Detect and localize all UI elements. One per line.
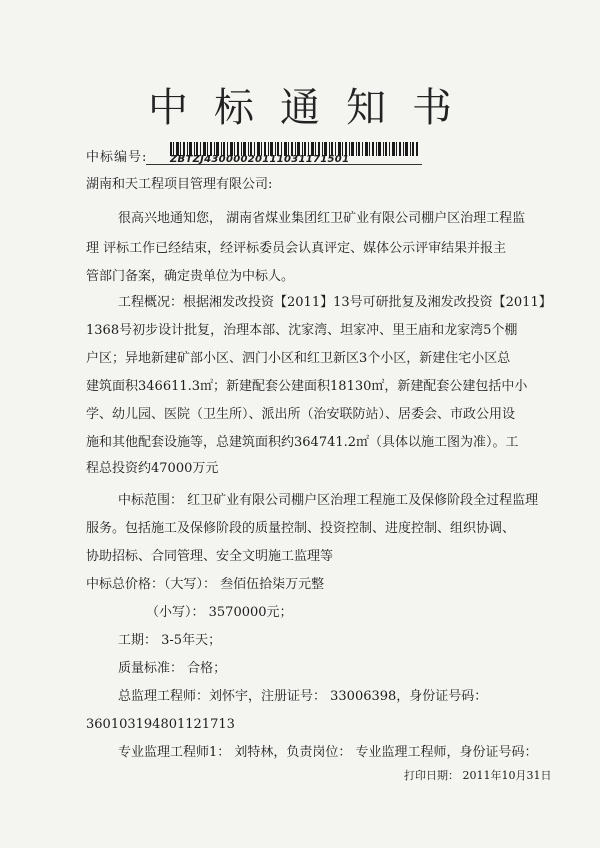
overview-line-2: 1368号初步设计批复，治理本部、沈家湾、坦家冲、里王庙和龙家湾5个棚 (86, 323, 518, 338)
bid-number-label: 中标编号: (86, 150, 148, 165)
chief-supervisor: 总监理工程师：刘怀宇，注册证号： 33006398，身份证号码： (118, 689, 488, 704)
overview-line-7: 程总投资约47000万元 (86, 461, 219, 476)
overview-line-4: 建筑面积346611.3㎡；新建配套公建面积18130㎡，新建配套公建包括中小 (86, 379, 528, 394)
document-title: 中标通知书 (148, 85, 478, 131)
overview-line-6: 施和其他配套设施等，总建筑面积约364741.2㎡（具体以施工图为准）。工 (86, 435, 519, 450)
paragraph1-line-1: 很高兴地通知您， 湖南省煤业集团红卫矿业有限公司棚户区治理工程监 (118, 211, 526, 226)
price-upper: 中标总价格：（大写）： 叁佰伍拾柒万元整 (86, 577, 325, 592)
overview-line-3: 户区；异地新建矿部小区、泗门小区和红卫新区3个小区，新建住宅小区总 (86, 351, 511, 366)
bid-number-value: ZBTZJ43000020111031171501 (170, 154, 350, 165)
scope-line-1: 中标范围： 红卫矿业有限公司棚户区治理工程施工及保修阶段全过程监理 (118, 493, 539, 508)
bid-number-underline (146, 164, 422, 165)
print-date: 打印日期： 2011年10月31日 (404, 769, 552, 782)
chief-supervisor-id: 360103194801121713 (86, 717, 235, 732)
overview-line-5: 学、幼儿园、医院（卫生所）、派出所（治安联防站）、居委会、市政公用设 (86, 407, 516, 422)
overview-line-1: 工程概况：根据湘发改投资【2011】13号可研批复及湘发改投资【2011】 (118, 295, 552, 310)
quality-standard: 质量标准： 合格； (118, 661, 227, 676)
scope-line-3: 协助招标、合同管理、安全文明施工监理等 (86, 549, 334, 564)
scope-line-2: 服务。包括施工及保修阶段的质量控制、投资控制、进度控制、组织协调、 (86, 521, 516, 536)
paragraph1-line-3: 管部门备案，确定贵单位为中标人。 (86, 269, 295, 284)
duration: 工期： 3-5年天； (118, 633, 222, 648)
price-lower: （小写）： 3570000元； (146, 605, 293, 620)
paragraph1-line-2: 理 评标工作已经结束，经评标委员会认真评定、媒体公示评审结果并报主 (86, 241, 507, 256)
specialist-supervisor: 专业监理工程师1： 刘特林，负责岗位： 专业监理工程师，身份证号码： (118, 745, 538, 760)
bid-number-row (86, 142, 386, 168)
addressee: 湖南和天工程项目管理有限公司: (86, 177, 273, 192)
